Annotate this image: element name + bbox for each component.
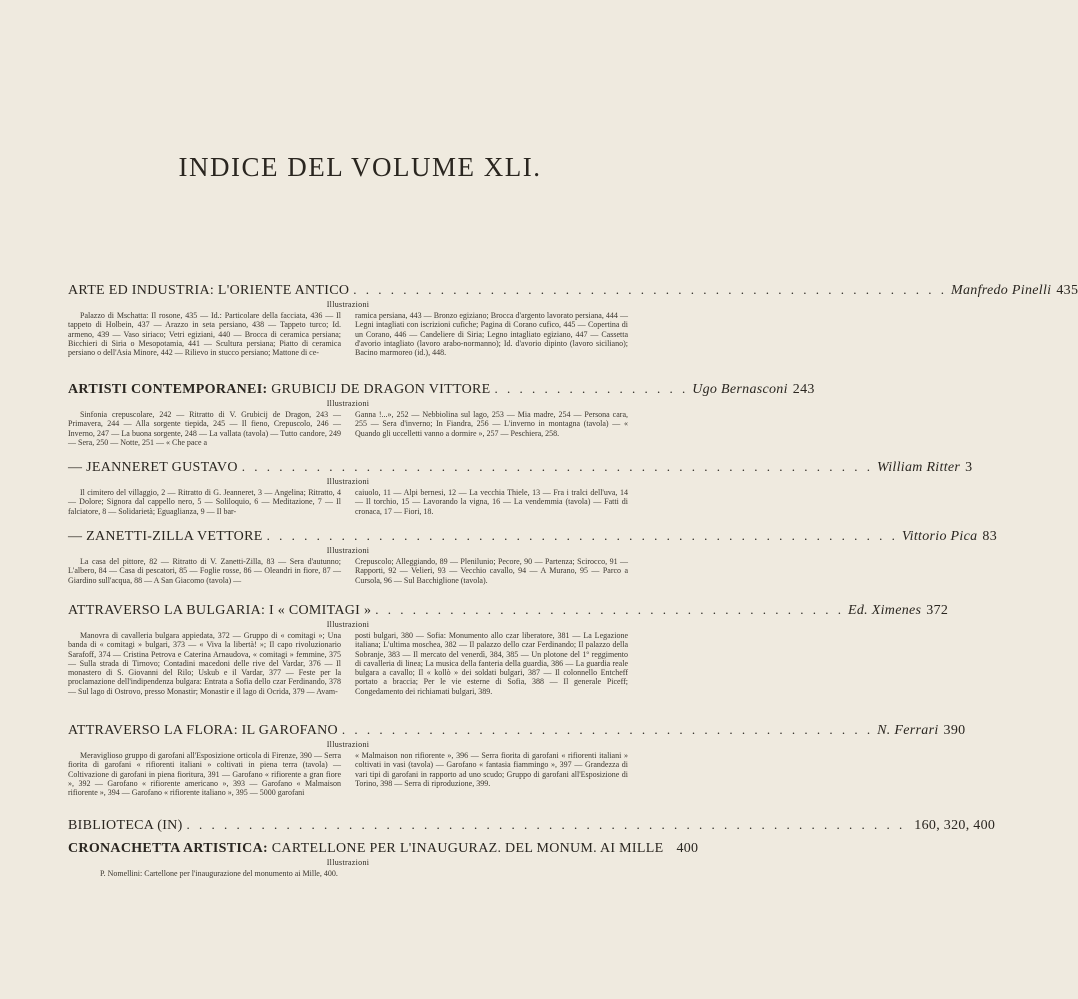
entry-heading <box>68 602 949 619</box>
entry-heading <box>68 722 966 739</box>
entry-author: Manfredo Pinelli <box>951 283 1052 298</box>
entry-pages: 435 <box>1056 283 1078 298</box>
leader-dots: . . . . . . . . . . . . . . . . . . . . . . . . . . . . . . . . . . . . . . . . . . . . . . . . <box>353 282 948 297</box>
entry-title: — ZANETTI-ZILLA VETTORE <box>68 529 263 544</box>
entry-author: Vittorio Pica <box>901 529 978 544</box>
index-entry-arte-ed-industria <box>68 282 1078 358</box>
entry-heading <box>68 528 998 545</box>
illustrations-right-column: caiuolo, 11 — Alpi bernesi, 12 — La vecchia Thiele, 13 — Fra i tralci dell'uva, 14 — Il torchio, 15 — Lavorando la vigna, 16 — La vendemmia (tavola) — Fatti di cronaca, 17 — Fiori, 18. <box>355 488 628 516</box>
index-entry-jeanneret <box>68 459 973 516</box>
entry-pages: 372 <box>926 603 949 618</box>
entry-heading <box>68 381 815 398</box>
leader-dots: . . . . . . . . . . . . . . . . . . . . . . . . . . . . . . . . . . . . . . <box>375 602 844 617</box>
illustrazioni-label: Illustrazioni <box>326 300 370 309</box>
index-entry-garofano <box>68 722 966 798</box>
illustrations-right-column: ramica persiana, 443 — Bronzo egiziano; Brocca d'argento lavorato persiana, 444 — Legni intagliati con iscrizioni cufiche; Pagina di Corano cufico, 445 — Copertina di un Corano, 446 — Candeliere di Siria; Legno intagliato egiziano, 447 — Cassetta d'avorio intagliato (lavoro arabo-normanno); Id. d'avorio dipinto (lavoro siciliano); Bacino marmoreo (id.), 448. <box>355 311 628 358</box>
leader-dots: . . . . . . . . . . . . . . . . . . . . . . . . . . . . . . . . . . . . . . . . . . . . . . . . . . . <box>266 528 898 543</box>
index-entry-cronachetta <box>68 841 699 878</box>
entry-title: ATTRAVERSO LA BULGARIA: I « COMITAGI » <box>68 603 372 618</box>
entry-title: ARTE ED INDUSTRIA: L'ORIENTE ANTICO <box>68 283 350 298</box>
entry-heading <box>68 817 996 834</box>
entry-title: BIBLIOTECA (IN) <box>68 818 183 833</box>
entry-pages: 3 <box>965 460 973 475</box>
illustrazioni-label: Illustrazioni <box>326 546 370 555</box>
entry-heading <box>68 282 1078 299</box>
leader-dots: . . . . . . . . . . . . . . . . . . . . . . . . . . . . . . . . . . . . . . . . . . . <box>341 722 874 737</box>
illustrazioni-label: Illustrazioni <box>326 399 370 408</box>
illustrations-left-column: Manovra di cavalleria bulgara appiedata, 372 — Gruppo di « comitagi »; Una banda di « comitagi » bulgari, 373 — « Viva la libertà! »; Il capo rivoluzionario Sarafoff, 374 — Cristina Petrova e Caterina Arnaudova, « comitagi » femmine, 375 — Sulla strada di Tirnovo; Contadini macedoni delle rive del Vardar, 376 — Il monastero di S. Giovanni del Rilo; Uskub e il Vardar, 377 — Feste per la proclamazione dell'indipendenza bulgara: Entrata a Sofia dello czar Ferdinando, 378 — Sul lago di Ostrovo, presso Monastir; Monastir e il lago di Ocrida, 379 — Avam- <box>68 631 341 696</box>
page-title: INDICE DEL VOLUME XLI. <box>178 152 542 182</box>
index-entry-bulgaria <box>68 602 949 696</box>
illustrations-left-column: La casa del pittore, 82 — Ritratto di V. Zanetti-Zilla, 83 — Sera d'autunno; L'albero, 84 — Casa di pescatori, 85 — Foglie rosse, 86 — Oleandri in fiore, 87 — Giardino sull'acqua, 88 — A San Giacomo (tavola) — <box>68 557 341 585</box>
entry-heading <box>68 459 973 476</box>
entry-illustrations <box>68 410 628 447</box>
leader-dots: . . . . . . . . . . . . . . . . . . . . . . . . . . . . . . . . . . . . . . . . . . . . . . . . . . . <box>241 459 873 474</box>
illustrazioni-label: Illustrazioni <box>326 858 370 867</box>
entry-title: ATTRAVERSO LA FLORA: IL GAROFANO <box>68 723 338 738</box>
illustrations-left-column: Il cimitero del villaggio, 2 — Ritratto di G. Jeanneret, 3 — Angelina; Ritratto, 4 — Dolore; Signora dal cappello nero, 5 — Soliloquio, 6 — Meditazione, 7 — Il falciatore, 8 — Solidarietà; Eguaglianza, 9 — Il bar- <box>68 488 341 516</box>
illustrations-left-column: Sinfonia crepuscolare, 242 — Ritratto di V. Grubicij de Dragon, 243 — Primavera, 244 — Alla sorgente tiepida, 245 — Il fieno, Crepuscolo, 246 — Inverno, 247 — La buona sorgente, 248 — La vallata (tavola) — Tutto candore, 249 — Sera, 250 — Notte, 251 — « Che pace a <box>68 410 341 447</box>
entry-author: N. Ferrari <box>877 723 939 738</box>
entry-author: Ugo Bernasconi <box>692 382 788 397</box>
illustrazioni-label: Illustrazioni <box>326 620 370 629</box>
entry-illustrations <box>68 751 628 797</box>
illustrations-left-column: Palazzo di Mschatta: Il rosone, 435 — Id.: Particolare della facciata, 436 — Il tappeto di Holbein, 437 — Arazzo in seta persiano, 438 — Tappeto turco; Id. armeno, 439 — Vaso siriaco; Vetri egiziani, 440 — Brocca di ceramica persiana; Bicchieri di Siria o Mesopotamia, 441 — Scultura persiana; Piatto di ceramica persiano o dell'Asia Minore, 442 — Rilievo in stucco persiano; Mattone di ce- <box>68 311 341 358</box>
entry-title: CRONACHETTA ARTISTICA: CARTELLONE PER L'INAUGURAZ. DEL MONUM. AI MILLE <box>68 841 664 856</box>
entry-pages: 160, 320, 400 <box>914 818 996 833</box>
entry-pages: 243 <box>792 382 815 397</box>
entry-author: Ed. Ximenes <box>848 603 922 618</box>
index-entry-zanetti-zilla <box>68 528 998 585</box>
entry-heading <box>68 841 699 857</box>
entry-illustrations <box>68 631 628 696</box>
entry-illustrations <box>68 488 628 516</box>
illustrations-right-column: Ganna !...», 252 — Nebbiolina sul lago, 253 — Mia madre, 254 — Persona cara, 255 — Sera d'inverno; In Fiandra, 256 — L'inverno in montagna (tavola) — « Quando gli uccelletti vanno a dormire », 257 — Peschiera, 258. <box>355 410 628 438</box>
index-entry-grubicij <box>68 381 815 447</box>
entry-pages: 400 <box>676 841 699 856</box>
entry-title: — JEANNERET GUSTAVO <box>68 460 238 475</box>
illustrazioni-label: Illustrazioni <box>326 477 370 486</box>
entry-title: ARTISTI CONTEMPORANEI: GRUBICIJ DE DRAGON VITTORE <box>68 382 491 397</box>
entry-author: William Ritter <box>877 460 961 475</box>
leader-dots: . . . . . . . . . . . . . . . . <box>494 381 689 396</box>
illustrazioni-label: Illustrazioni <box>326 740 370 749</box>
illustrations-right-column: posti bulgari, 380 — Sofia: Monumento allo czar liberatore, 381 — La Legazione italiana; L'ultima moschea, 382 — Il palazzo dello czar Ferdinando; Il palazzo della Sobranje, 383 — Il mercato del venerdì, 384, 385 — Un plotone del 1º reggimento di cavalleria di linea; La musica della fanteria della guardia, 386 — La guardia reale bulgara a cavallo; Il « kollò » dei soldati bulgari, 387 — Il colonnello Entcheff portato a braccia; Per le vie esterne di Sofia, 388 — Il generale Piceff; Congedamento dei richiamati bulgari, 389. <box>355 631 628 696</box>
illustrations-left-column: Meraviglioso gruppo di garofani all'Esposizione orticola di Firenze, 390 — Serra fiorita di garofani « rifiorenti italiani » coltivati in piena terra (tavola) — Coltivazione di garofani in piena fioritura, 391 — Garofano « rifiorente a gran fiore », 392 — Garofano « rifiorente americano », 393 — Garofano « Malmaison rifiorente », 394 — Garofano « rifiorente italiano », 395 — 5000 garofani <box>68 751 341 798</box>
entry-pages: 390 <box>943 723 966 738</box>
index-entry-biblioteca <box>68 817 996 834</box>
leader-dots: . . . . . . . . . . . . . . . . . . . . . . . . . . . . . . . . . . . . . . . . . . . . . . . . . . . . . . . . . . <box>186 817 906 832</box>
illustrations-right-column: Crepuscolo; Alleggiando, 89 — Plenilunio; Pecore, 90 — Partenza; Scirocco, 91 — Rapporti, 92 — Velieri, 93 — Vecchio cavallo, 94 — A Murano, 95 — Parco a Cursola, 96 — Sul Bacchiglione (tavola). <box>355 557 628 585</box>
illustration-line: P. Nomellini: Cartellone per l'inaugurazione del monumento ai Mille, 400. <box>100 869 338 878</box>
entry-illustrations <box>68 557 628 585</box>
illustrations-right-column: « Malmaison non rifiorente », 396 — Serra fiorita di garofani « rifiorenti italiani » coltivati in vasi (tavola) — Garofano « fantasia fiammingo », 397 — Grandezza di vari tipi di garofani in rapporto ad uno scudo; Gruppo di garofani all'Esposizione di Torino, 398 — Serra di riproduzione, 399. <box>355 751 628 788</box>
entry-illustrations <box>68 311 628 357</box>
entry-pages: 83 <box>982 529 998 544</box>
